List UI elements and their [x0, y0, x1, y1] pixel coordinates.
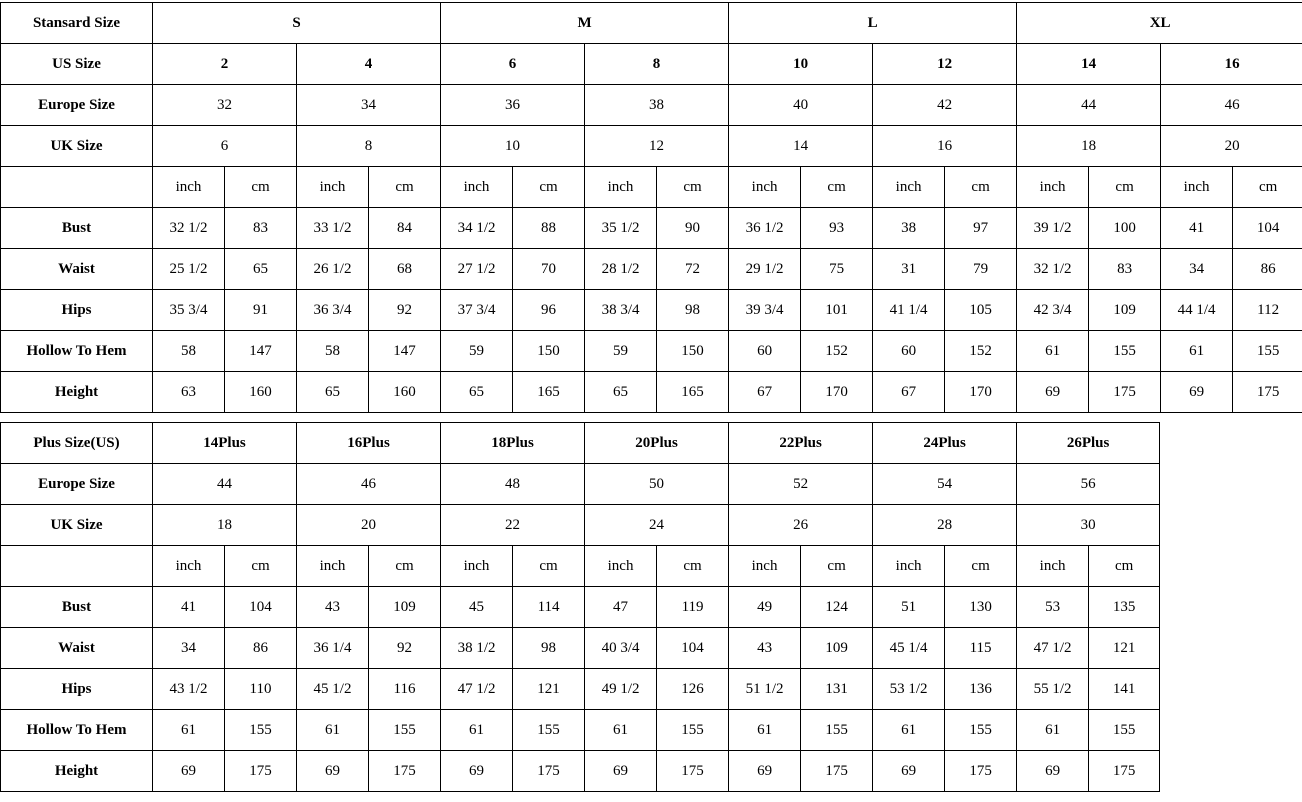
table-row [1, 372, 1302, 413]
measure-cell: 152 [801, 331, 873, 372]
unit-header: cm [225, 546, 297, 587]
measure-cell: 72 [657, 249, 729, 290]
unit-header: inch [153, 167, 225, 208]
uk-size-value: 20 [1161, 126, 1302, 167]
us-size-value: 4 [297, 44, 441, 85]
us-size-value: 10 [729, 44, 873, 85]
measure-cell: 61 [297, 710, 369, 751]
measure-cell: 104 [657, 628, 729, 669]
table-row [1, 290, 1302, 331]
measure-cell: 61 [873, 710, 945, 751]
measure-cell: 61 [153, 710, 225, 751]
measure-cell: 69 [1017, 372, 1089, 413]
table-row [1, 505, 1160, 546]
measure-cell: 65 [441, 372, 513, 413]
europe-size-value: 42 [873, 85, 1017, 126]
table-row [1, 249, 1302, 290]
measure-cell: 88 [513, 208, 585, 249]
measure-cell: 45 1/2 [297, 669, 369, 710]
measure-cell: 130 [945, 587, 1017, 628]
unit-header: inch [873, 167, 945, 208]
measure-cell: 45 1/4 [873, 628, 945, 669]
measure-cell: 114 [513, 587, 585, 628]
measure-cell: 34 [153, 628, 225, 669]
group-header-m: M [441, 3, 729, 44]
europe-size-value: 34 [297, 85, 441, 126]
measure-cell: 60 [873, 331, 945, 372]
standard-size-table [0, 2, 1302, 413]
measure-cell: 41 1/4 [873, 290, 945, 331]
measure-cell: 79 [945, 249, 1017, 290]
measure-cell: 75 [801, 249, 873, 290]
measure-cell: 104 [1233, 208, 1302, 249]
measure-cell: 67 [873, 372, 945, 413]
measure-cell: 33 1/2 [297, 208, 369, 249]
measure-cell: 32 1/2 [1017, 249, 1089, 290]
unit-header: inch [153, 546, 225, 587]
measure-cell: 98 [657, 290, 729, 331]
table-row [1, 669, 1160, 710]
unit-header: cm [369, 167, 441, 208]
measure-cell: 36 1/2 [729, 208, 801, 249]
measure-cell: 61 [1161, 331, 1233, 372]
measure-cell: 110 [225, 669, 297, 710]
measure-cell: 90 [657, 208, 729, 249]
europe-size-value: 46 [1161, 85, 1302, 126]
measure-cell: 147 [225, 331, 297, 372]
measure-cell: 40 3/4 [585, 628, 657, 669]
measure-cell: 175 [945, 751, 1017, 792]
uk-size-value: 30 [1017, 505, 1160, 546]
measure-cell: 38 [873, 208, 945, 249]
measure-cell: 27 1/2 [441, 249, 513, 290]
row-label-bust: Bust [1, 208, 153, 249]
table-row [1, 208, 1302, 249]
measure-cell: 97 [945, 208, 1017, 249]
unit-header: inch [1161, 167, 1233, 208]
measure-cell: 92 [369, 628, 441, 669]
measure-cell: 28 1/2 [585, 249, 657, 290]
measure-cell: 170 [945, 372, 1017, 413]
plus-size-header: 14Plus [153, 423, 297, 464]
measure-cell: 35 3/4 [153, 290, 225, 331]
measure-cell: 55 1/2 [1017, 669, 1089, 710]
plus-size-header: 24Plus [873, 423, 1017, 464]
measure-cell: 58 [297, 331, 369, 372]
measure-cell: 61 [1017, 331, 1089, 372]
measure-cell: 175 [801, 751, 873, 792]
measure-cell: 165 [657, 372, 729, 413]
table-row [1, 423, 1160, 464]
measure-cell: 49 [729, 587, 801, 628]
measure-cell: 43 [297, 587, 369, 628]
measure-cell: 126 [657, 669, 729, 710]
uk-size-value: 18 [1017, 126, 1161, 167]
table-row [1, 331, 1302, 372]
measure-cell: 69 [153, 751, 225, 792]
measure-cell: 39 3/4 [729, 290, 801, 331]
row-label-europe-size: Europe Size [1, 464, 153, 505]
measure-cell: 155 [657, 710, 729, 751]
measure-cell: 32 1/2 [153, 208, 225, 249]
europe-size-value: 46 [297, 464, 441, 505]
row-label-height: Height [1, 751, 153, 792]
europe-size-value: 44 [153, 464, 297, 505]
europe-size-value: 44 [1017, 85, 1161, 126]
measure-cell: 37 3/4 [441, 290, 513, 331]
measure-cell: 47 [585, 587, 657, 628]
measure-cell: 83 [1089, 249, 1161, 290]
measure-cell: 47 1/2 [441, 669, 513, 710]
measure-cell: 41 [153, 587, 225, 628]
row-label-height: Height [1, 372, 153, 413]
measure-cell: 36 3/4 [297, 290, 369, 331]
unit-header: cm [801, 167, 873, 208]
unit-header: cm [513, 167, 585, 208]
unit-header: inch [1017, 546, 1089, 587]
unit-header: cm [657, 167, 729, 208]
measure-cell: 69 [873, 751, 945, 792]
measure-cell: 93 [801, 208, 873, 249]
europe-size-value: 54 [873, 464, 1017, 505]
measure-cell: 67 [729, 372, 801, 413]
measure-cell: 65 [225, 249, 297, 290]
table-row [1, 628, 1160, 669]
row-label-europe-size: Europe Size [1, 85, 153, 126]
unit-header: inch [1017, 167, 1089, 208]
measure-cell: 69 [441, 751, 513, 792]
measure-cell: 115 [945, 628, 1017, 669]
measure-cell: 59 [441, 331, 513, 372]
uk-size-value: 28 [873, 505, 1017, 546]
measure-cell: 136 [945, 669, 1017, 710]
measure-cell: 155 [1089, 331, 1161, 372]
table-row [1, 85, 1302, 126]
measure-cell: 121 [1089, 628, 1160, 669]
europe-size-value: 32 [153, 85, 297, 126]
plus-size-header: 20Plus [585, 423, 729, 464]
unit-header: cm [657, 546, 729, 587]
unit-header: inch [729, 167, 801, 208]
measure-cell: 69 [1017, 751, 1089, 792]
uk-size-value: 8 [297, 126, 441, 167]
measure-cell: 131 [801, 669, 873, 710]
measure-cell: 61 [1017, 710, 1089, 751]
measure-cell: 175 [657, 751, 729, 792]
measure-cell: 155 [1089, 710, 1160, 751]
measure-cell: 49 1/2 [585, 669, 657, 710]
europe-size-value: 38 [585, 85, 729, 126]
us-size-value: 6 [441, 44, 585, 85]
unit-header: inch [873, 546, 945, 587]
group-header-xl: XL [1017, 3, 1302, 44]
measure-cell: 41 [1161, 208, 1233, 249]
measure-cell: 170 [801, 372, 873, 413]
measure-cell: 43 1/2 [153, 669, 225, 710]
table-row [1, 464, 1160, 505]
measure-cell: 58 [153, 331, 225, 372]
measure-cell: 31 [873, 249, 945, 290]
measure-cell: 86 [225, 628, 297, 669]
measure-cell: 147 [369, 331, 441, 372]
measure-cell: 34 1/2 [441, 208, 513, 249]
us-size-value: 12 [873, 44, 1017, 85]
measure-cell: 69 [729, 751, 801, 792]
measure-cell: 61 [441, 710, 513, 751]
measure-cell: 45 [441, 587, 513, 628]
measure-cell: 96 [513, 290, 585, 331]
measure-cell: 26 1/2 [297, 249, 369, 290]
uk-size-value: 24 [585, 505, 729, 546]
row-label-uk-size: UK Size [1, 505, 153, 546]
measure-cell: 38 3/4 [585, 290, 657, 331]
measure-cell: 165 [513, 372, 585, 413]
plus-size-header: 18Plus [441, 423, 585, 464]
measure-cell: 42 3/4 [1017, 290, 1089, 331]
europe-size-value: 52 [729, 464, 873, 505]
measure-cell: 109 [1089, 290, 1161, 331]
plus-size-table [0, 422, 1160, 792]
measure-cell: 109 [801, 628, 873, 669]
unit-header: cm [1089, 546, 1160, 587]
row-label-hips: Hips [1, 669, 153, 710]
measure-cell: 152 [945, 331, 1017, 372]
measure-cell: 150 [657, 331, 729, 372]
row-label-hollow-to-hem: Hollow To Hem [1, 331, 153, 372]
measure-cell: 160 [369, 372, 441, 413]
measure-cell: 69 [585, 751, 657, 792]
measure-cell: 69 [297, 751, 369, 792]
unit-header: inch [297, 167, 369, 208]
measure-cell: 83 [225, 208, 297, 249]
measure-cell: 25 1/2 [153, 249, 225, 290]
table-row [1, 710, 1160, 751]
table-row [1, 126, 1302, 167]
row-label-hollow-to-hem: Hollow To Hem [1, 710, 153, 751]
us-size-value: 14 [1017, 44, 1161, 85]
measure-cell: 29 1/2 [729, 249, 801, 290]
plus-size-header: 16Plus [297, 423, 441, 464]
measure-cell: 61 [585, 710, 657, 751]
plus-size-header: 26Plus [1017, 423, 1160, 464]
measure-cell: 53 1/2 [873, 669, 945, 710]
unit-header: cm [945, 546, 1017, 587]
europe-size-value: 50 [585, 464, 729, 505]
measure-cell: 61 [729, 710, 801, 751]
uk-size-value: 16 [873, 126, 1017, 167]
measure-cell: 47 1/2 [1017, 628, 1089, 669]
measure-cell: 35 1/2 [585, 208, 657, 249]
measure-cell: 91 [225, 290, 297, 331]
row-label-bust: Bust [1, 587, 153, 628]
measure-cell: 155 [513, 710, 585, 751]
measure-cell: 155 [369, 710, 441, 751]
measure-cell: 175 [225, 751, 297, 792]
uk-size-value: 12 [585, 126, 729, 167]
unit-header: cm [225, 167, 297, 208]
measure-cell: 100 [1089, 208, 1161, 249]
table-row [1, 167, 1302, 208]
measure-cell: 175 [1089, 372, 1161, 413]
measure-cell: 155 [1233, 331, 1302, 372]
measure-cell: 69 [1161, 372, 1233, 413]
uk-size-value: 20 [297, 505, 441, 546]
table-row [1, 44, 1302, 85]
europe-size-value: 36 [441, 85, 585, 126]
measure-cell: 119 [657, 587, 729, 628]
row-label-units [1, 546, 153, 587]
group-header-s: S [153, 3, 441, 44]
measure-cell: 116 [369, 669, 441, 710]
row-label-hips: Hips [1, 290, 153, 331]
measure-cell: 36 1/4 [297, 628, 369, 669]
row-label-us-size: US Size [1, 44, 153, 85]
measure-cell: 104 [225, 587, 297, 628]
measure-cell: 112 [1233, 290, 1302, 331]
measure-cell: 60 [729, 331, 801, 372]
measure-cell: 105 [945, 290, 1017, 331]
measure-cell: 109 [369, 587, 441, 628]
us-size-value: 8 [585, 44, 729, 85]
measure-cell: 141 [1089, 669, 1160, 710]
row-label-standard-size: Stansard Size [1, 3, 153, 44]
europe-size-value: 40 [729, 85, 873, 126]
measure-cell: 51 [873, 587, 945, 628]
unit-header: cm [945, 167, 1017, 208]
measure-cell: 59 [585, 331, 657, 372]
row-label-plus-size: Plus Size(US) [1, 423, 153, 464]
uk-size-value: 10 [441, 126, 585, 167]
unit-header: cm [513, 546, 585, 587]
group-header-l: L [729, 3, 1017, 44]
measure-cell: 155 [801, 710, 873, 751]
table-row [1, 3, 1302, 44]
uk-size-value: 22 [441, 505, 585, 546]
measure-cell: 175 [369, 751, 441, 792]
measure-cell: 98 [513, 628, 585, 669]
unit-header: cm [1089, 167, 1161, 208]
row-label-uk-size: UK Size [1, 126, 153, 167]
unit-header: inch [441, 167, 513, 208]
table-row [1, 751, 1160, 792]
measure-cell: 65 [585, 372, 657, 413]
us-size-value: 2 [153, 44, 297, 85]
table-row [1, 546, 1160, 587]
measure-cell: 65 [297, 372, 369, 413]
measure-cell: 53 [1017, 587, 1089, 628]
measure-cell: 135 [1089, 587, 1160, 628]
measure-cell: 121 [513, 669, 585, 710]
measure-cell: 175 [1233, 372, 1302, 413]
unit-header: cm [1233, 167, 1302, 208]
europe-size-value: 48 [441, 464, 585, 505]
uk-size-value: 18 [153, 505, 297, 546]
measure-cell: 175 [513, 751, 585, 792]
measure-cell: 68 [369, 249, 441, 290]
measure-cell: 175 [1089, 751, 1160, 792]
row-label-units [1, 167, 153, 208]
row-label-waist: Waist [1, 249, 153, 290]
unit-header: inch [585, 167, 657, 208]
unit-header: inch [297, 546, 369, 587]
measure-cell: 92 [369, 290, 441, 331]
unit-header: cm [369, 546, 441, 587]
measure-cell: 63 [153, 372, 225, 413]
measure-cell: 84 [369, 208, 441, 249]
us-size-value: 16 [1161, 44, 1302, 85]
measure-cell: 39 1/2 [1017, 208, 1089, 249]
measure-cell: 34 [1161, 249, 1233, 290]
unit-header: inch [441, 546, 513, 587]
europe-size-value: 56 [1017, 464, 1160, 505]
measure-cell: 101 [801, 290, 873, 331]
unit-header: inch [729, 546, 801, 587]
row-label-waist: Waist [1, 628, 153, 669]
measure-cell: 150 [513, 331, 585, 372]
measure-cell: 70 [513, 249, 585, 290]
measure-cell: 43 [729, 628, 801, 669]
measure-cell: 160 [225, 372, 297, 413]
measure-cell: 51 1/2 [729, 669, 801, 710]
table-row [1, 587, 1160, 628]
uk-size-value: 26 [729, 505, 873, 546]
measure-cell: 155 [945, 710, 1017, 751]
measure-cell: 38 1/2 [441, 628, 513, 669]
measure-cell: 86 [1233, 249, 1302, 290]
measure-cell: 155 [225, 710, 297, 751]
unit-header: inch [585, 546, 657, 587]
uk-size-value: 14 [729, 126, 873, 167]
unit-header: cm [801, 546, 873, 587]
plus-size-header: 22Plus [729, 423, 873, 464]
uk-size-value: 6 [153, 126, 297, 167]
measure-cell: 124 [801, 587, 873, 628]
measure-cell: 44 1/4 [1161, 290, 1233, 331]
